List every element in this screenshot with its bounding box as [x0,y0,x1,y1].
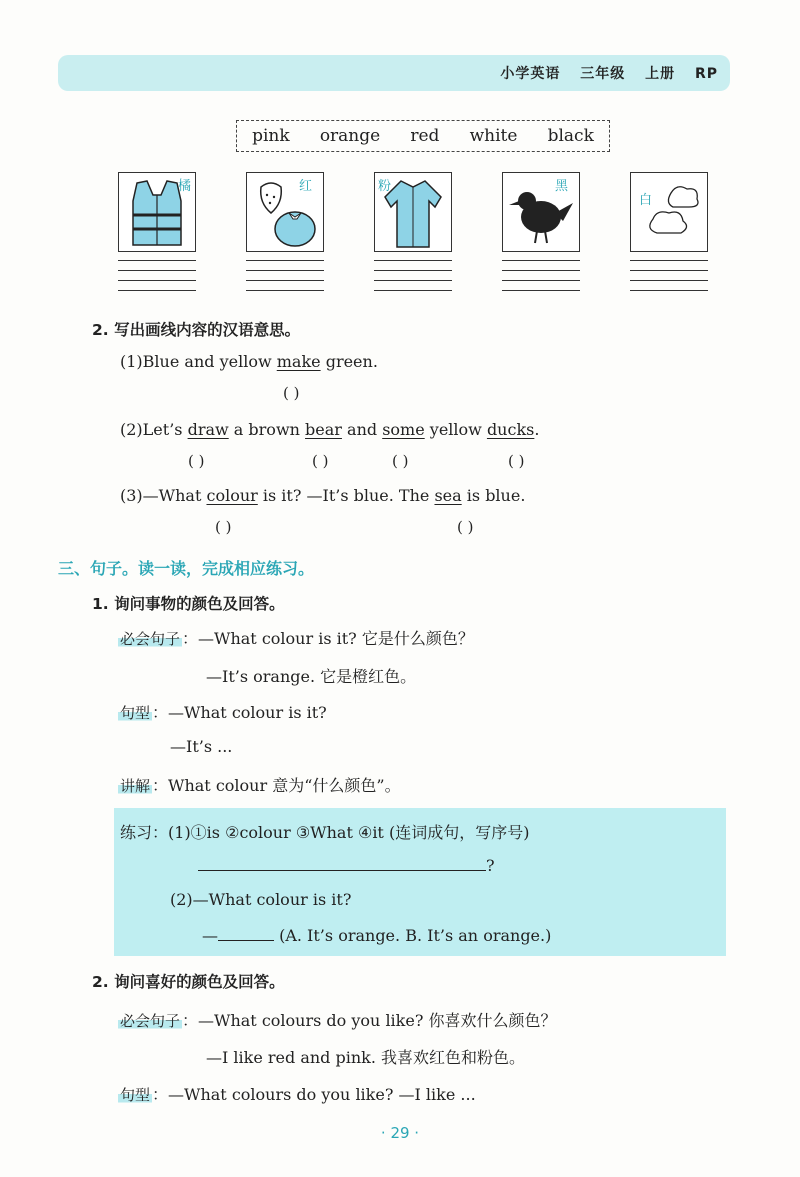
hint-text: 黑 [555,179,569,194]
sentence-2: (2)Let’s draw a brown bear and some yellow ducks. [120,420,540,439]
sentence-3: (3)—What colour is it? —It’s blue. The sea is blue. [120,486,526,505]
underlined-word: sea [434,486,462,505]
picture-card-shirt [374,172,452,252]
word-orange: orange [319,126,381,146]
picture-card-cloud [630,172,708,252]
underlined-word: colour [206,486,258,505]
header-edition: RP [694,66,718,82]
answer-lines[interactable] [374,260,452,300]
practice-label: 练习 [120,823,153,842]
word-pink: pink [252,126,290,146]
header-volume: 上册 [645,66,676,82]
explain-label: 讲解 [120,777,151,795]
must-know-sentence: 必会句子 ：—What colour is it? 它是什么颜色？ [120,629,474,648]
practice-box [114,808,726,956]
hint-text: 红 [299,179,313,194]
header-grade: 三年级 [580,66,626,82]
answer-paren[interactable]: ( ) [188,452,205,470]
section-3-title: 三、句子。读一读，完成相应练习。 [58,559,315,578]
answer-lines[interactable] [246,260,324,300]
part-2-title: 2. 询问喜好的颜色及回答。 [92,973,285,991]
hint-text: 橘 [177,179,191,194]
answer-paren[interactable]: ( ) [215,518,232,536]
word-white: white [469,126,518,146]
pattern-label: 句型 [120,704,151,722]
underlined-word: ducks [486,420,535,439]
answer-paren[interactable]: ( ) [508,452,525,470]
word-black: black [547,126,594,146]
sentence-1: (1)Blue and yellow make green. [120,352,378,371]
header-bar [58,55,730,91]
pattern-sentence-2: 句型 ：—What colours do you like? —I like ... [120,1085,476,1104]
underlined-word: make [276,352,321,371]
practice-item-1: 练习：(1)①is ②colour ③What ④it (连词成句，写序号) [120,823,530,842]
picture-card-vest [118,172,196,252]
answer-paren[interactable]: ( ) [283,384,300,402]
pattern-answer: —It’s ... [170,737,233,756]
answer-paren[interactable]: ( ) [312,452,329,470]
pattern-label: 句型 [120,1086,151,1104]
practice-item-2: (2)—What colour is it? [170,890,352,909]
answer-paren[interactable]: ( ) [392,452,409,470]
underlined-word: some [382,420,425,439]
answer-lines[interactable] [118,260,196,300]
word-bank [236,120,610,152]
answer-blank-1[interactable]: ? [198,856,495,875]
must-know-label: 必会句子 [120,630,181,648]
explanation: 讲解 ：What colour 意为“什么颜色”。 [120,776,401,795]
must-know-answer: —It’s orange. 它是橙红色。 [206,667,417,686]
picture-card-crow [502,172,580,252]
answer-paren[interactable]: ( ) [457,518,474,536]
page-number: · 29 · [380,1124,420,1142]
hint-text: 白 [639,193,653,208]
question-2-title: 2. 写出画线内容的汉语意思。 [92,321,301,339]
must-know-sentence-2: 必会句子 ：—What colours do you like? 你喜欢什么颜色？ [120,1011,557,1030]
word-red: red [410,126,440,146]
header-subject: 小学英语 [500,66,561,82]
underlined-word: draw [187,420,229,439]
practice-item-2-answer[interactable]: — (A. It’s orange. B. It’s an orange.) [202,926,552,945]
answer-lines[interactable] [630,260,708,300]
cloud-icon [631,173,707,251]
underlined-word: bear [305,420,342,439]
part-1-title: 1. 询问事物的颜色及回答。 [92,595,285,613]
pattern-sentence: 句型 ：—What colour is it? [120,703,327,722]
must-know-answer-2: —I like red and pink. 我喜欢红色和粉色。 [206,1048,526,1067]
must-know-label: 必会句子 [120,1012,181,1030]
answer-lines[interactable] [502,260,580,300]
picture-card-fruit [246,172,324,252]
header-text [486,63,718,83]
hint-text: 粉 [378,179,392,194]
